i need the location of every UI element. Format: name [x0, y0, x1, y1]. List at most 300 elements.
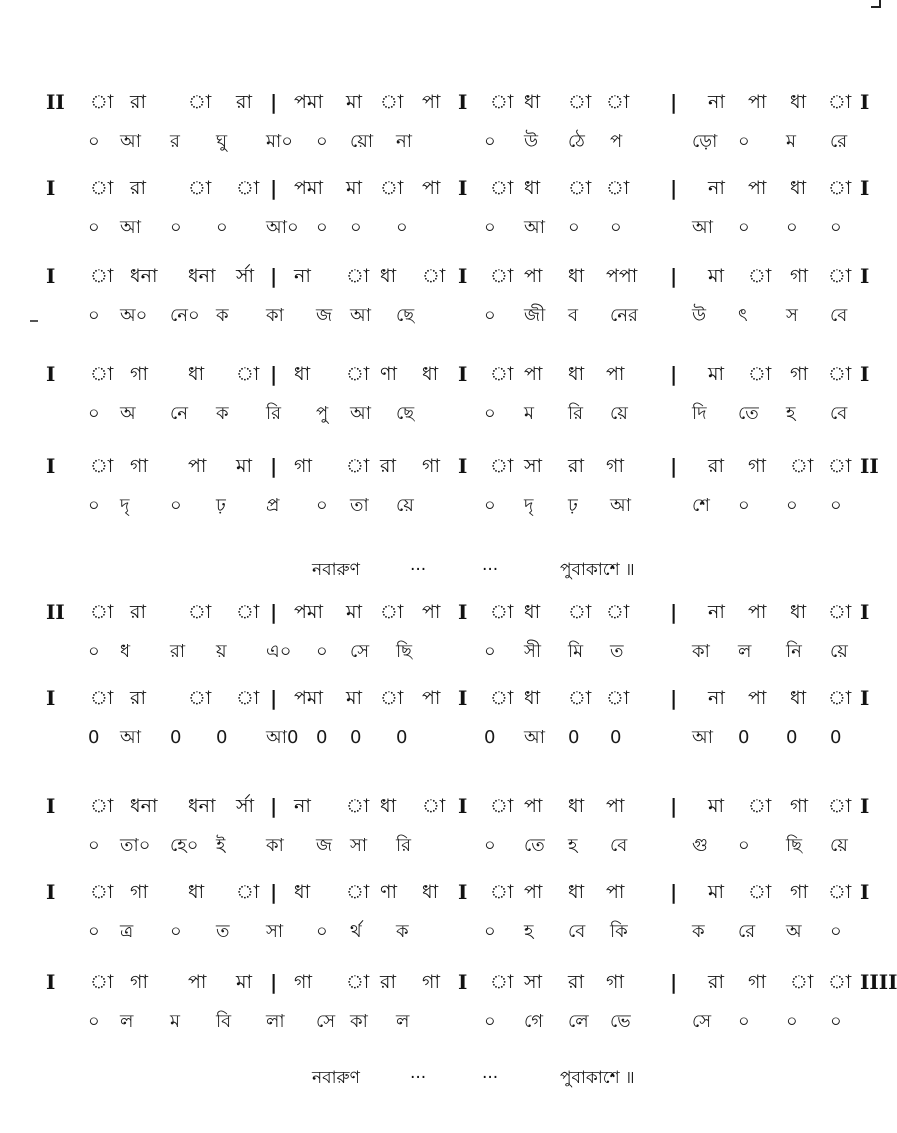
- swara: রা: [130, 177, 146, 199]
- swara: না: [294, 795, 311, 817]
- swara: পা: [188, 971, 207, 993]
- lyric-syllable: ০: [88, 305, 100, 326]
- bar-line: II: [46, 600, 65, 624]
- swara: ধা: [524, 91, 541, 113]
- lyric-syllable: আ0: [266, 727, 299, 748]
- swara: পা: [748, 177, 767, 199]
- lyric-syllable: আ: [350, 305, 371, 326]
- lyric-syllable: সে: [692, 1011, 712, 1032]
- lyric-syllable: 0: [350, 727, 362, 748]
- refrain-dots2: ···: [482, 1068, 499, 1088]
- lyric-syllable: ছে: [396, 305, 415, 326]
- lyric-syllable: জ: [316, 305, 333, 326]
- lyric-syllable: ০: [484, 1011, 496, 1032]
- lyric-syllable: কা: [350, 1011, 368, 1032]
- lyric-syllable: ঘু: [216, 131, 228, 152]
- swara: না: [708, 687, 725, 709]
- lyric-syllable: রে: [738, 921, 756, 942]
- swara: া: [568, 177, 592, 199]
- swara: পা: [748, 687, 767, 709]
- lyric-syllable: ০: [316, 641, 328, 662]
- lyric-syllable: ০: [88, 131, 100, 152]
- swara: রা: [568, 455, 584, 477]
- swara: া: [346, 363, 370, 385]
- swara: া: [748, 881, 772, 903]
- swara: া: [828, 455, 852, 477]
- swara: া: [568, 601, 592, 623]
- lyric-syllable: ম: [524, 403, 534, 424]
- lyric-line: [30, 214, 870, 242]
- lyric-syllable: ছি: [786, 835, 803, 856]
- swara: পমা: [294, 601, 323, 623]
- lyric-syllable: ০: [568, 217, 580, 238]
- swara: া: [828, 177, 852, 199]
- lyric-syllable: নে: [170, 403, 189, 424]
- lyric-syllable: রা: [170, 641, 186, 662]
- swara: া: [748, 265, 772, 287]
- swara: া: [490, 177, 514, 199]
- bar-line: |: [270, 264, 278, 288]
- lyric-syllable: অ: [786, 921, 802, 942]
- bar-line: |: [670, 90, 678, 114]
- lyric-line: [30, 302, 870, 330]
- lyric-syllable: নের: [610, 305, 638, 326]
- swara: া: [236, 601, 260, 623]
- bar-line: |: [670, 686, 678, 710]
- swara: া: [236, 363, 260, 385]
- lyric-syllable: ০: [88, 1011, 100, 1032]
- lyric-syllable: ঢ়: [568, 495, 578, 516]
- lyric-syllable: দৃ: [524, 495, 534, 516]
- lyric-syllable: ০: [830, 921, 842, 942]
- lyric-syllable: 0: [738, 727, 750, 748]
- swara: া: [828, 91, 852, 113]
- lyric-syllable: প: [610, 131, 623, 152]
- lyric-syllable: বে: [830, 403, 848, 424]
- swara: া: [568, 91, 592, 113]
- bar-line: I: [458, 970, 468, 994]
- swara: ধনা: [188, 795, 216, 817]
- lyric-syllable: ল: [120, 1011, 134, 1032]
- swara: পা: [188, 455, 207, 477]
- swara: া: [90, 91, 114, 113]
- refrain-start: নবারুণ: [312, 1068, 360, 1088]
- lyric-syllable: হ: [524, 921, 534, 942]
- notation-line: [30, 684, 870, 712]
- swara: ধা: [422, 363, 439, 385]
- swara: মা: [708, 795, 725, 817]
- swara: া: [188, 91, 212, 113]
- notation-line: [30, 262, 870, 290]
- swara: া: [188, 601, 212, 623]
- lyric-syllable: না: [396, 131, 412, 152]
- swara: া: [380, 177, 404, 199]
- swara: া: [828, 971, 852, 993]
- swara: া: [790, 455, 814, 477]
- swara: ধা: [790, 91, 807, 113]
- swara: া: [236, 177, 260, 199]
- swara: রা: [568, 971, 584, 993]
- swara: া: [188, 687, 212, 709]
- bar-line: I: [458, 176, 468, 200]
- bar-line: I: [860, 686, 870, 710]
- lyric-syllable: ল: [396, 1011, 410, 1032]
- swara: া: [490, 601, 514, 623]
- swara: া: [828, 363, 852, 385]
- swara: া: [90, 265, 114, 287]
- swara: া: [606, 177, 630, 199]
- lyric-syllable: ০: [170, 495, 182, 516]
- lyric-line: [30, 1008, 870, 1036]
- bar-line: |: [670, 970, 678, 994]
- lyric-syllable: য়ে: [830, 641, 848, 662]
- swara: সা: [524, 455, 543, 477]
- swara: া: [380, 91, 404, 113]
- swara: গা: [790, 795, 808, 817]
- lyric-syllable: ০: [786, 217, 798, 238]
- lyric-syllable: সে: [316, 1011, 336, 1032]
- swara: ধা: [790, 687, 807, 709]
- swara: না: [294, 265, 311, 287]
- lyric-syllable: 0: [830, 727, 842, 748]
- notation-line: [30, 878, 870, 906]
- swara: া: [346, 971, 370, 993]
- swara: া: [90, 177, 114, 199]
- lyric-syllable: ছি: [396, 641, 413, 662]
- swara: মা: [708, 265, 725, 287]
- swara: া: [90, 455, 114, 477]
- lyric-syllable: তা০: [120, 835, 151, 856]
- lyric-syllable: ভে: [610, 1011, 631, 1032]
- bar-line: I: [458, 90, 468, 114]
- notation-line: [30, 360, 870, 388]
- bar-line: I: [458, 454, 468, 478]
- swara: র্সা: [236, 795, 255, 817]
- lyric-syllable: ০: [484, 641, 496, 662]
- swara: া: [236, 687, 260, 709]
- lyric-syllable: আ: [524, 727, 545, 748]
- swara: পা: [422, 177, 441, 199]
- lyric-syllable: ক: [216, 403, 229, 424]
- swara: া: [422, 265, 446, 287]
- bar-line: I: [458, 264, 468, 288]
- lyric-syllable: ০: [316, 921, 328, 942]
- refrain-line: [0, 556, 887, 584]
- lyric-syllable: ০: [484, 305, 496, 326]
- lyric-syllable: আ০: [266, 217, 299, 238]
- lyric-syllable: পু: [316, 403, 329, 424]
- lyric-syllable: ০: [484, 131, 496, 152]
- swara: গা: [790, 881, 808, 903]
- swara: া: [346, 265, 370, 287]
- swara: ধা: [380, 265, 397, 287]
- lyric-syllable: সে: [350, 641, 370, 662]
- swara: না: [708, 91, 725, 113]
- lyric-syllable: ০: [88, 641, 100, 662]
- bar-line: I: [860, 794, 870, 818]
- swara: পা: [524, 363, 543, 385]
- lyric-syllable: ০: [170, 217, 182, 238]
- bar-line: |: [670, 794, 678, 818]
- lyric-syllable: তে: [524, 835, 545, 856]
- lyric-syllable: আ: [692, 727, 713, 748]
- lyric-syllable: ক: [216, 305, 229, 326]
- lyric-line: [30, 724, 870, 752]
- bar-line: I: [458, 362, 468, 386]
- lyric-syllable: কি: [610, 921, 628, 942]
- swara: ধা: [524, 687, 541, 709]
- lyric-syllable: রি: [266, 403, 282, 424]
- bar-line: I: [46, 880, 56, 904]
- lyric-syllable: আ: [120, 727, 141, 748]
- bar-line: |: [270, 970, 278, 994]
- lyric-syllable: উ: [692, 305, 707, 326]
- bar-line: |: [670, 454, 678, 478]
- swara: ধা: [188, 881, 205, 903]
- swara: া: [380, 601, 404, 623]
- swara: গা: [130, 455, 148, 477]
- lyric-syllable: 0: [610, 727, 622, 748]
- lyric-syllable: ক: [396, 921, 409, 942]
- swara: রা: [130, 687, 146, 709]
- bar-line: I: [860, 264, 870, 288]
- lyric-syllable: শে: [692, 495, 710, 516]
- lyric-syllable: প্র: [266, 495, 280, 516]
- lyric-syllable: কা: [692, 641, 710, 662]
- swara: রা: [380, 971, 396, 993]
- swara: গা: [294, 455, 312, 477]
- lyric-syllable: ত্র: [120, 921, 134, 942]
- lyric-syllable: য়ে: [830, 835, 848, 856]
- swara: া: [490, 795, 514, 817]
- lyric-syllable: য়ো: [350, 131, 374, 152]
- bar-line: |: [270, 454, 278, 478]
- swara: া: [236, 881, 260, 903]
- bar-line: I: [458, 686, 468, 710]
- swara: া: [748, 795, 772, 817]
- swara: রা: [130, 91, 146, 113]
- lyric-syllable: ০: [88, 495, 100, 516]
- lyric-line: [30, 832, 870, 860]
- lyric-syllable: বি: [216, 1011, 232, 1032]
- swara: গা: [748, 971, 766, 993]
- notation-line: [30, 174, 870, 202]
- lyric-syllable: ক: [692, 921, 705, 942]
- corner-mark: [871, 0, 881, 8]
- swara: া: [490, 971, 514, 993]
- swara: মা: [236, 455, 253, 477]
- swara: ধনা: [130, 795, 158, 817]
- swara: সা: [524, 971, 543, 993]
- swara: ধা: [568, 881, 585, 903]
- swara: গা: [130, 363, 148, 385]
- swara: া: [346, 455, 370, 477]
- lyric-syllable: জ: [316, 835, 333, 856]
- swara: ধা: [568, 265, 585, 287]
- notation-line: [30, 88, 870, 116]
- bar-line: |: [270, 880, 278, 904]
- swara: ধা: [568, 795, 585, 817]
- lyric-line: [30, 638, 870, 666]
- swara: রা: [236, 91, 252, 113]
- swara: া: [490, 91, 514, 113]
- bar-line: |: [670, 880, 678, 904]
- lyric-syllable: 0: [396, 727, 408, 748]
- lyric-syllable: ০: [316, 495, 328, 516]
- swara: ধা: [380, 795, 397, 817]
- bar-line: I: [458, 880, 468, 904]
- lyric-syllable: হ: [568, 835, 578, 856]
- lyric-syllable: ত: [216, 921, 230, 942]
- swara: া: [828, 265, 852, 287]
- swara: গা: [422, 455, 440, 477]
- bar-line: II: [46, 90, 65, 114]
- lyric-syllable: ০: [88, 835, 100, 856]
- swara: ধা: [790, 177, 807, 199]
- bar-line: I: [46, 362, 56, 386]
- lyric-syllable: ৎ: [738, 305, 748, 326]
- swara: ধনা: [130, 265, 158, 287]
- swara: া: [828, 881, 852, 903]
- lyric-syllable: ০: [830, 495, 842, 516]
- swara: গা: [606, 455, 624, 477]
- lyric-syllable: জী: [524, 305, 546, 326]
- lyric-syllable: ০: [88, 921, 100, 942]
- bar-line: I: [46, 264, 56, 288]
- lyric-syllable: ০: [610, 217, 622, 238]
- swara: া: [90, 687, 114, 709]
- lyric-syllable: আ: [524, 217, 545, 238]
- swara: ণা: [380, 363, 397, 385]
- lyric-syllable: নে০: [170, 305, 200, 326]
- bar-line: |: [270, 90, 278, 114]
- swara: না: [708, 177, 725, 199]
- swara: া: [748, 363, 772, 385]
- swara: না: [708, 601, 725, 623]
- lyric-syllable: তা: [350, 495, 369, 516]
- swara: ধা: [188, 363, 205, 385]
- lyric-syllable: য়: [216, 641, 227, 662]
- lyric-syllable: ০: [738, 835, 750, 856]
- swara: া: [490, 265, 514, 287]
- lyric-syllable: সী: [524, 641, 542, 662]
- swara: মা: [236, 971, 253, 993]
- lyric-line: [30, 400, 870, 428]
- swara: পপা: [606, 265, 638, 287]
- lyric-syllable: আ: [610, 495, 631, 516]
- lyric-syllable: ০: [830, 217, 842, 238]
- lyric-syllable: আ: [120, 131, 141, 152]
- lyric-syllable: ০: [484, 495, 496, 516]
- lyric-syllable: কা: [266, 835, 284, 856]
- swara: পা: [422, 687, 441, 709]
- lyric-syllable: অ০: [120, 305, 148, 326]
- bar-line: I: [458, 794, 468, 818]
- swara: রা: [130, 601, 146, 623]
- lyric-syllable: রে: [830, 131, 848, 152]
- lyric-syllable: ০: [216, 217, 228, 238]
- lyric-syllable: ০: [484, 403, 496, 424]
- lyric-syllable: নি: [786, 641, 802, 662]
- bar-line: I: [46, 176, 56, 200]
- lyric-syllable: মা০: [266, 131, 293, 152]
- bar-line: II: [860, 454, 879, 478]
- swara: পা: [606, 363, 625, 385]
- swara: ণা: [380, 881, 397, 903]
- lyric-syllable: 0: [88, 727, 100, 748]
- swara: গা: [748, 455, 766, 477]
- lyric-syllable: বে: [830, 305, 848, 326]
- refrain-start: নবারুণ: [312, 560, 360, 580]
- lyric-syllable: হে০: [170, 835, 199, 856]
- lyric-syllable: হ: [786, 403, 796, 424]
- swara: া: [606, 91, 630, 113]
- refrain-dots1: ···: [410, 1068, 427, 1088]
- lyric-syllable: এ০: [266, 641, 292, 662]
- swara: া: [380, 687, 404, 709]
- lyric-syllable: ত: [610, 641, 624, 662]
- bar-line: |: [670, 176, 678, 200]
- swara: পা: [524, 881, 543, 903]
- bar-line: I: [46, 970, 56, 994]
- swara: মা: [346, 91, 363, 113]
- lyric-syllable: ল: [738, 641, 752, 662]
- lyric-syllable: ০: [738, 131, 750, 152]
- swara: পা: [422, 601, 441, 623]
- swara: ধা: [422, 881, 439, 903]
- lyric-line: [30, 492, 870, 520]
- swara: া: [490, 687, 514, 709]
- swara: া: [568, 687, 592, 709]
- swara: া: [490, 455, 514, 477]
- bar-line: |: [270, 600, 278, 624]
- lyric-syllable: ০: [316, 217, 328, 238]
- swara: পমা: [294, 687, 323, 709]
- lyric-syllable: তে: [738, 403, 759, 424]
- swara: পমা: [294, 177, 323, 199]
- notation-line: [30, 792, 870, 820]
- swara: গা: [130, 881, 148, 903]
- swara: রা: [708, 971, 724, 993]
- swara: া: [828, 601, 852, 623]
- bar-line: I: [46, 686, 56, 710]
- swara: া: [346, 881, 370, 903]
- lyric-syllable: সা: [266, 921, 284, 942]
- swara: া: [90, 601, 114, 623]
- swara: ধা: [524, 177, 541, 199]
- swara: া: [490, 363, 514, 385]
- lyric-syllable: য়ে: [610, 403, 628, 424]
- swara: পা: [748, 91, 767, 113]
- swara: া: [606, 687, 630, 709]
- lyric-syllable: ম: [170, 1011, 180, 1032]
- notation-line: [30, 598, 870, 626]
- lyric-syllable: ০: [88, 403, 100, 424]
- lyric-syllable: ০: [350, 217, 362, 238]
- swara: া: [346, 795, 370, 817]
- swara: গা: [790, 265, 808, 287]
- swara: গা: [790, 363, 808, 385]
- swara: পমা: [294, 91, 323, 113]
- swara: ধা: [294, 363, 311, 385]
- swara: া: [828, 795, 852, 817]
- lyric-line: [30, 128, 870, 156]
- bar-line: I: [860, 600, 870, 624]
- swara: ধা: [294, 881, 311, 903]
- lyric-syllable: ০: [830, 1011, 842, 1032]
- lyric-syllable: 0: [484, 727, 496, 748]
- lyric-syllable: অ: [120, 403, 136, 424]
